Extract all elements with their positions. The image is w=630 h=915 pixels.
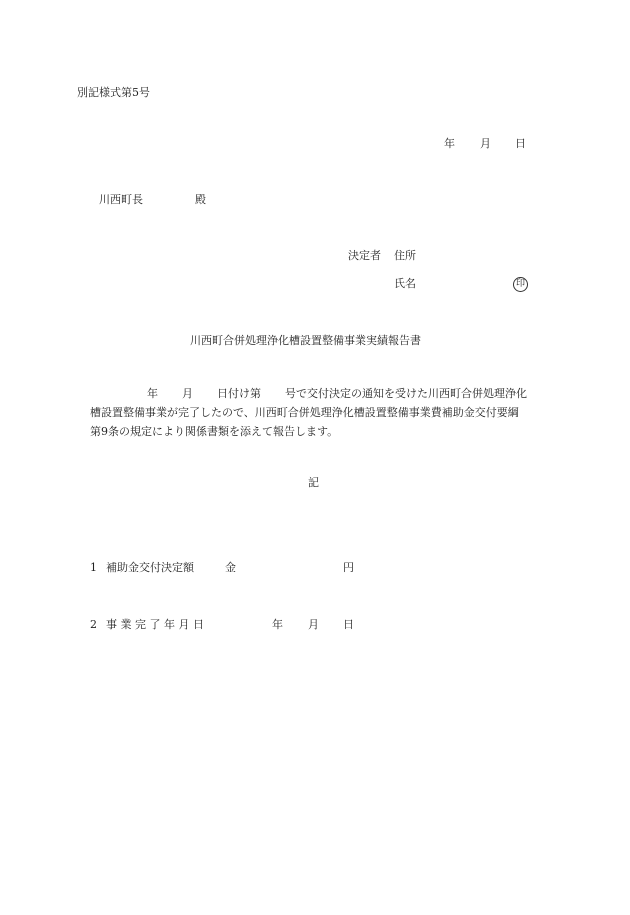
addressee-honorific: 殿 [195, 193, 206, 206]
body-month: 月 [182, 387, 193, 400]
item-2-year: 年 [272, 618, 283, 631]
body-day-ref: 日付け第 [217, 387, 261, 400]
name-label: 氏名 [394, 277, 416, 290]
date-month: 月 [480, 137, 491, 150]
form-number: 別記様式第5号 [77, 86, 150, 99]
item-1-prefix: 金 [225, 561, 236, 574]
body-line-1 [90, 384, 560, 403]
addressee-name: 川西町長 [99, 193, 143, 206]
ki-mark: 記 [308, 476, 319, 489]
seal-mark: 印 [513, 277, 528, 292]
date-day: 日 [515, 137, 526, 150]
body-line-2: 槽設置整備事業が完了したので、川西町合併処理浄化槽設置整備事業費補助金交付要綱 [90, 406, 519, 419]
body-year: 年 [147, 387, 158, 400]
body-text [90, 384, 560, 441]
address-label: 住所 [394, 249, 416, 262]
body-line-3: 第9条の規定により関係書類を添えて報告します。 [90, 425, 339, 438]
item-1-number: 1 [90, 561, 97, 574]
document-title: 川西町合併処理浄化槽設置整備事業実績報告書 [190, 334, 421, 347]
body-line-1-text: 号で交付決定の通知を受けた川西町合併処理浄化 [285, 387, 527, 400]
date-year: 年 [444, 137, 455, 150]
item-1-label: 補助金交付決定額 [106, 561, 194, 574]
item-2-month: 月 [308, 618, 319, 631]
item-2-number: 2 [90, 618, 97, 631]
item-1-suffix: 円 [343, 561, 354, 574]
applicant-role: 決定者 [348, 249, 381, 262]
item-2-label: 事 業 完 了 年 月 日 [106, 618, 204, 631]
item-2-day: 日 [343, 618, 354, 631]
